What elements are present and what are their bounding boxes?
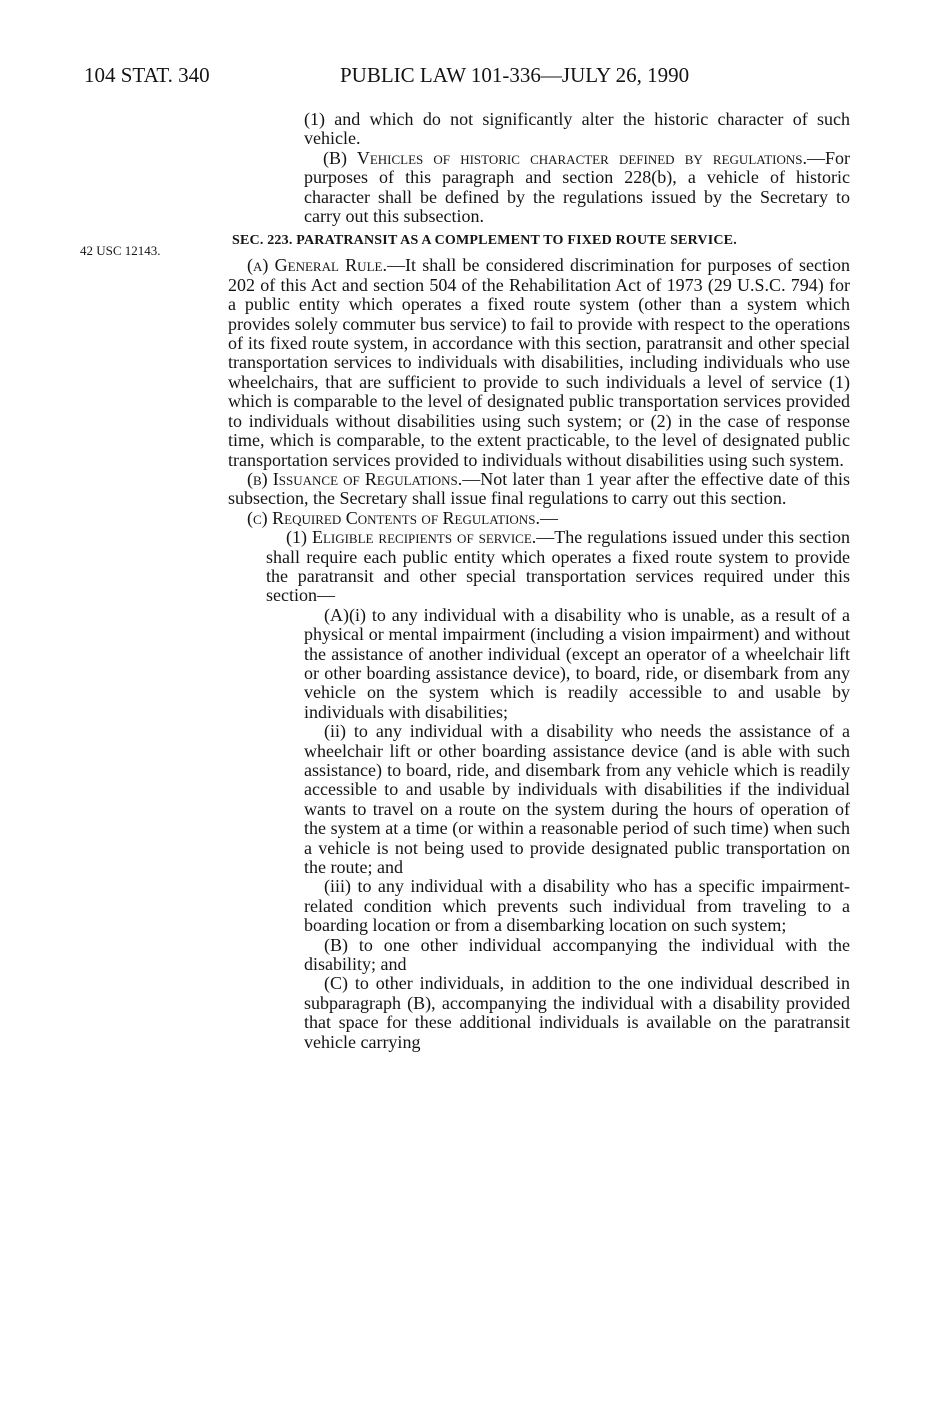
clause-a-i: (A)(i) to any individual with a disability who is unable, as a result of a physical or mental impairment (including a vision impairment) and without the assistance of another individual (except an operator of a wheelchair lift or other boarding assistance device), to board, ride, or disembark from any vehicle on the system which is readily accessible to and usable by individuals with disabilities; — [304, 604, 850, 722]
subsection-b-text: —Not later than 1 year after the effective date of this subsection, the Secretary shall issue final regulations to carry out this section. — [228, 468, 850, 509]
running-head: PUBLIC LAW 101-336—JULY 26, 1990 — [340, 63, 690, 87]
clause-b: (B) to one other individual accompanying the individual with the disability; and — [304, 934, 850, 975]
margin-citation: 42 USC 12143. — [80, 243, 161, 258]
page-body — [228, 110, 850, 1052]
paragraph-c1 — [228, 528, 850, 606]
subsection-a-text: —It shall be considered discrimination for purposes of section 202 of this Act and section 504 of the Rehabilitation Act of 1973 (29 U.S.C. 794) for a public entity which operates a fixed route system (other than a system which provides solely commuter bus service) to fail to provide with respect to the operations of its fixed route system, in accordance with this section, paratransit and other special transportation services to individuals with disabilities, including individuals who use wheelchairs, that are sufficient to provide to such individuals a level of service (1) which is comparable to the level of designated public transportation services provided to individuals without disabilities using such system; or (2) in the case of response time, which is comparable, to the extent practicable, to the level of designated public transportation services provided to individuals without disabilities using such system. — [228, 255, 850, 470]
subsection-a — [228, 256, 850, 469]
paragraph-c1-text: —The regulations issued under this section shall require each public entity which operates a fixed route system to provide the paratransit and other special transportation services required under this section— — [266, 527, 850, 606]
clause-c: (C) to other individuals, in addition to the one individual described in subparagraph (B), accompanying the individual with a disability provided that space for these additional individuals is available on the paratransit vehicle carrying — [304, 973, 850, 1052]
subsection-c-heading: (c) Required Contents of Regulations.— — [247, 507, 558, 528]
clause-a-ii: (ii) to any individual with a disability who needs the assistance of a wheelchair lift or other boarding assistance device (and is able with such assistance) to board, ride, and disembark from any vehicle which is readily accessible to and usable by individuals with disabilities if the individual wants to travel on a route on the system during the hours of operation of the system at a time (or within a reasonable period of such time) when such a vehicle is not being used to provide designated public transportation on the route; and — [304, 721, 850, 878]
subsection-b-heading: (b) Issuance of Regulations. — [247, 468, 463, 489]
continuation-paragraph: (1) and which do not significantly alter the historic character of such vehicle. — [304, 109, 850, 149]
paragraph-b-heading: (B) Vehicles of historic character defined by regulations. — [323, 147, 807, 168]
clause-a-iii: (iii) to any individual with a disability who has a specific impairment-related condition which prevents such individual from traveling to a boarding location or from a disembarking location on such system; — [304, 876, 850, 936]
paragraph-b-historic — [228, 149, 850, 227]
stat-page-number: 104 STAT. 340 — [84, 63, 210, 87]
section-title: SEC. 223. PARATRANSIT AS A COMPLEMENT TO FIXED ROUTE SERVICE. — [232, 233, 737, 249]
subsection-b — [228, 470, 850, 509]
paragraph-c1-heading: (1) Eligible recipients of service. — [286, 527, 537, 548]
subsection-a-heading: (a) General Rule. — [247, 255, 387, 276]
paragraph-b-text: —For purposes of this paragraph and section 228(b), a vehicle of historic character shall be defined by the regulations issued by the Secretary to carry out this subsection. — [304, 147, 850, 227]
